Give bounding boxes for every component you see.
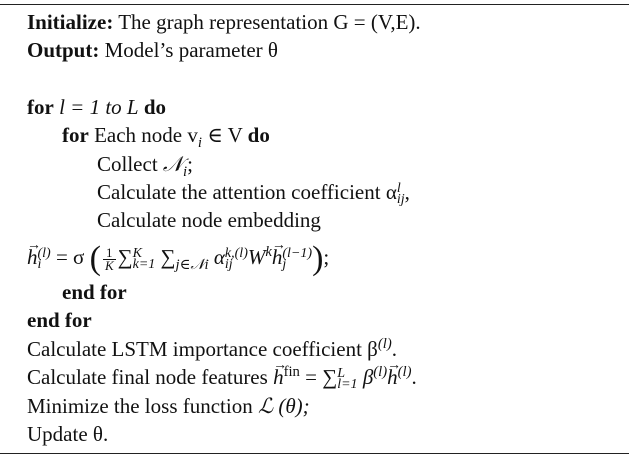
final-features-line bbox=[27, 364, 417, 393]
for-inner-tail: ∈ V bbox=[207, 123, 243, 147]
bottom-rule bbox=[0, 453, 629, 454]
collect-text: Collect bbox=[97, 152, 158, 176]
final-beta-sup: (l) bbox=[373, 364, 388, 380]
final-h-sup: fin bbox=[283, 364, 300, 380]
attention-text: Calculate the attention coefficient α bbox=[97, 180, 397, 204]
lstm-line bbox=[27, 336, 397, 362]
output-text: Model’s parameter θ bbox=[104, 38, 278, 62]
embedding-line bbox=[97, 207, 321, 233]
initialize-line bbox=[27, 9, 421, 35]
for-inner-keyword: for bbox=[62, 123, 89, 147]
for-inner-do: do bbox=[247, 123, 270, 147]
formula-rparen: ) bbox=[312, 240, 324, 277]
formula-tail: ; bbox=[323, 245, 330, 269]
final-tail: . bbox=[411, 365, 417, 389]
for-outer-keyword: for bbox=[27, 95, 54, 119]
fraction-denominator: K bbox=[104, 257, 114, 273]
final-sum-sub: l=1 bbox=[337, 377, 358, 393]
initialize-keyword: Initialize: bbox=[27, 10, 114, 34]
collect-line bbox=[97, 151, 193, 181]
for-outer-condition: l = 1 to L bbox=[59, 95, 139, 119]
end-for-inner-line bbox=[62, 279, 127, 305]
final-h: → h bbox=[273, 364, 284, 390]
formula-sum1: ∑ bbox=[117, 245, 133, 269]
formula-h: → h bbox=[272, 244, 283, 270]
final-text: Calculate final node features bbox=[27, 365, 268, 389]
formula-sum2: ∑ bbox=[160, 245, 176, 269]
final-h2: → h bbox=[387, 364, 398, 390]
lstm-text: Calculate LSTM importance coefficient β bbox=[27, 337, 378, 361]
h-sup: (l−1) bbox=[282, 246, 313, 262]
lstm-tail: . bbox=[391, 337, 397, 361]
lstm-sup: (l) bbox=[377, 336, 392, 352]
formula-eq: = σ bbox=[50, 245, 90, 269]
formula-lhs-sup: (l) bbox=[37, 246, 51, 262]
collect-sub: i bbox=[183, 164, 188, 181]
output-line bbox=[27, 37, 278, 63]
output-keyword: Output: bbox=[27, 38, 100, 62]
formula-lparen: ( bbox=[89, 240, 101, 277]
minimize-line bbox=[27, 393, 310, 419]
attention-line bbox=[97, 179, 410, 208]
h-sub: j bbox=[282, 257, 287, 273]
alpha-sub: ij bbox=[224, 257, 233, 273]
formula-alpha: α bbox=[213, 245, 225, 269]
embedding-text: Calculate node embedding bbox=[97, 208, 321, 232]
for-inner-condition: Each node v bbox=[94, 123, 198, 147]
attention-sub: ij bbox=[396, 192, 405, 208]
collect-symbol: 𝒩 bbox=[162, 152, 184, 176]
final-sum-sup: L bbox=[337, 366, 346, 382]
end-for-inner: end for bbox=[62, 280, 127, 304]
formula-lhs-sub: i bbox=[37, 257, 42, 273]
embedding-formula bbox=[27, 240, 330, 277]
for-outer-line bbox=[27, 94, 166, 120]
attention-tail: , bbox=[404, 180, 410, 204]
end-for-outer: end for bbox=[27, 308, 92, 332]
for-inner-line bbox=[62, 122, 270, 152]
formula-fraction bbox=[103, 244, 116, 273]
initialize-text: The graph representation G = (V,E). bbox=[118, 10, 421, 34]
final-eq: = ∑ bbox=[299, 365, 338, 389]
minimize-text: Minimize the loss function bbox=[27, 394, 253, 418]
final-beta: β bbox=[357, 365, 374, 389]
sum1-sub: k=1 bbox=[132, 257, 156, 273]
attention-sup: l bbox=[396, 181, 401, 197]
top-rule bbox=[0, 4, 629, 5]
update-text: Update θ. bbox=[27, 422, 109, 446]
for-inner-sub: i bbox=[197, 135, 202, 152]
w-sup: k bbox=[265, 244, 272, 260]
minimize-symbol: ℒ (θ); bbox=[257, 394, 310, 418]
sum2-sub: j∈𝒩i bbox=[175, 257, 209, 274]
formula-w: W bbox=[247, 245, 266, 269]
end-for-outer-line bbox=[27, 307, 92, 333]
final-h2-sup: (l) bbox=[397, 364, 412, 380]
for-outer-do: do bbox=[143, 95, 167, 119]
fraction-numerator: 1 bbox=[103, 247, 116, 260]
formula-lhs: → h bbox=[27, 244, 38, 270]
collect-tail: ; bbox=[187, 152, 193, 176]
sum1-sup: K bbox=[132, 246, 142, 262]
alpha-sup: k,(l) bbox=[224, 246, 248, 262]
update-line bbox=[27, 421, 108, 447]
